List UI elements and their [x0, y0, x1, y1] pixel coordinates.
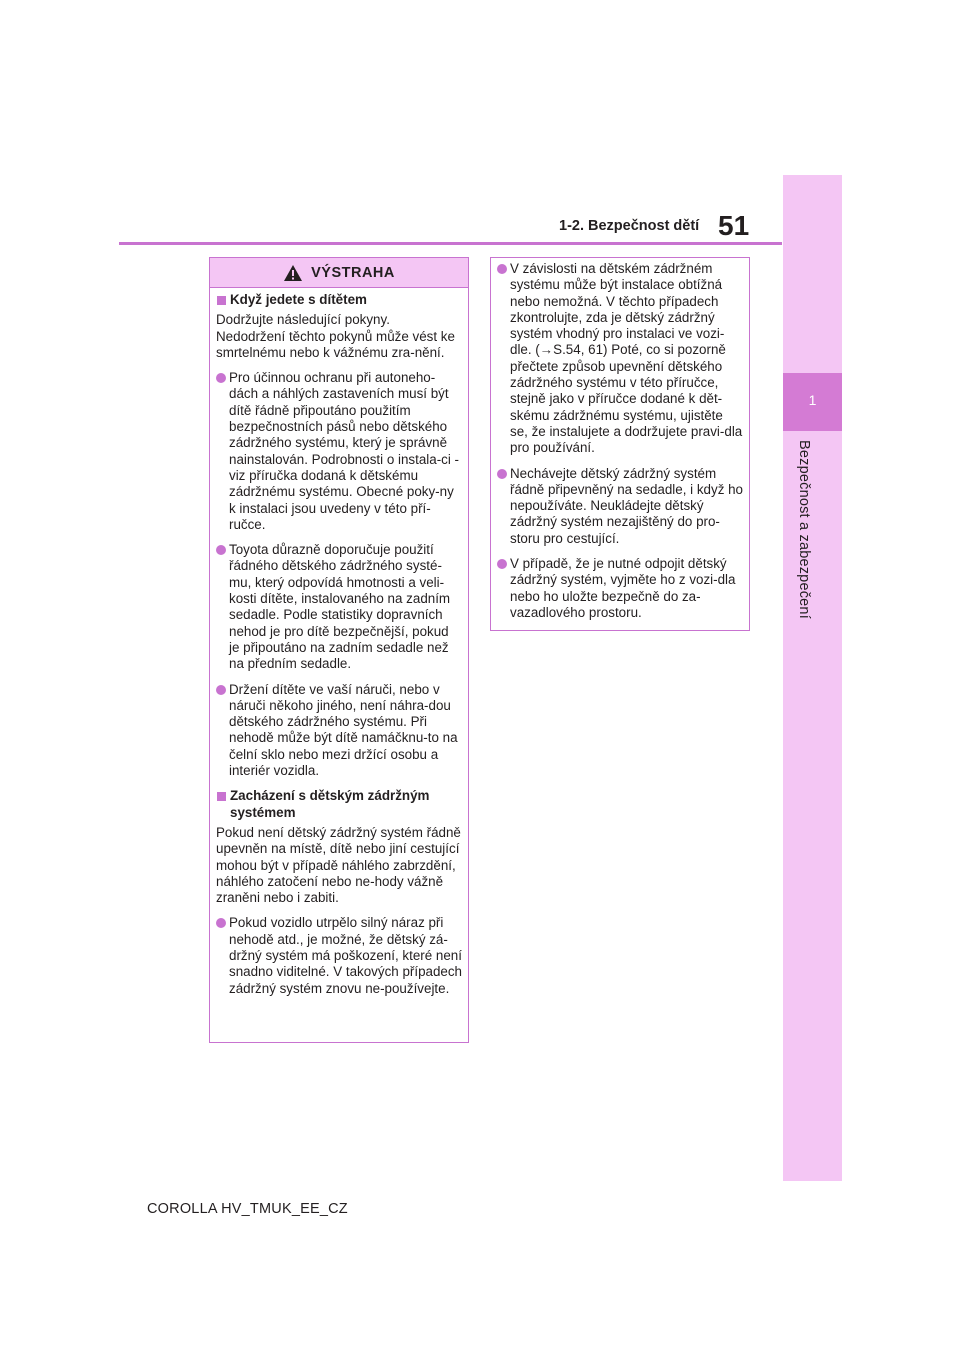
bullet-dot-icon — [497, 264, 507, 274]
list-item: Nechávejte dětský zádržný systém řádně připevněný na sedadle, i když ho nepoužíváte. Neukládejte dětský zádržný systém nezajištěný do pro-storu pro cestující. — [497, 466, 743, 547]
square-bullet-icon — [217, 792, 226, 801]
bullet-dot-icon — [216, 685, 226, 695]
bullet-dot-icon — [216, 545, 226, 555]
bullet-dot-icon — [216, 918, 226, 928]
bullet-dot-icon — [497, 559, 507, 569]
warning-body-right — [491, 258, 749, 621]
list-item: Držení dítěte ve vaší náruči, nebo v náruči někoho jiného, není náhra-dou dětského zádržného systému. Při nehodě může být dítě namáčknu-to na čelní sklo nebo mezi držící osobu a interiér vozidla. — [216, 682, 462, 780]
section-heading: Zacházení s dětským zádržným systémem — [216, 788, 462, 821]
list-item: Pokud vozidlo utrpělo silný náraz při nehodě atd., je možné, že dětský zá-držný systém má poškození, které není snadno viditelné. V takových případech zádržný systém znovu ne-používejte. — [216, 915, 462, 996]
warning-title: VÝSTRAHA — [311, 264, 395, 281]
list-item: Toyota důrazně doporučuje použití řádného dětského zádržného systé-mu, který odpovídá hmotnosti a veli-kosti dítěte, instalovaného na zadním sedadle. Podle statistiky dopravních nehod je pro dítě bezpečnější, pokud je připoutáno na zadním sedadle než na předním sedadle. — [216, 542, 462, 672]
warning-body-left — [210, 288, 468, 997]
warning-box-continued — [490, 257, 750, 631]
model-code-footer: COROLLA HV_TMUK_EE_CZ — [147, 1201, 348, 1217]
chapter-title: Bezpečnost a zabezpečení — [796, 440, 812, 619]
section-title: 1-2. Bezpečnost dětí — [559, 218, 700, 234]
bullet-dot-icon — [497, 469, 507, 479]
square-bullet-icon — [217, 296, 226, 305]
header-rule — [119, 242, 782, 245]
warning-box — [209, 257, 469, 1043]
list-item: Pro účinnou ochranu při autoneho-dách a náhlých zastaveních musí být dítě řádně připoutáno použitím bezpečnostních pásů nebo dětského zádržného systému, který je správně nainstalován. Podrobnosti o instala-ci - viz příručka dodaná k dětskému zádržnému systému. Obecné poky-ny k instalaci jsou uvedeny v této pří-ručce. — [216, 370, 462, 533]
warning-header — [210, 258, 468, 288]
bullet-dot-icon — [216, 373, 226, 383]
section-heading: Když jedete s dítětem — [216, 292, 462, 308]
section-intro: Pokud není dětský zádržný systém řádně upevněn na místě, dítě nebo jiní cestující mohou být v případě náhlého zabrzdění, náhlého zatočení nebo ne-hody vážně zraněni nebo i zabiti. — [216, 824, 461, 906]
list-item: V závislosti na dětském zádržném systému může být instalace obtížná nebo nemožná. V těchto případech zkontrolujte, zda je dětský zádržný systém vhodný pro instalaci ve vozi-dle. (→S.54, 61) Poté, co si pozorně přečtete způsob upevnění dětského zádržného systému v této příručce, stejně jako v příručce dodané k dět-skému zádržnému systému, ujistěte se, že instalujete a dodržujete pravi-dla pro používání. — [497, 261, 743, 457]
warning-triangle-icon — [283, 264, 303, 282]
page-number: 51 — [718, 210, 750, 241]
section-intro: Dodržujte následující pokyny. Nedodržení těchto pokynů může vést ke smrtelnému nebo k vážnému zra-nění. — [216, 312, 455, 360]
list-item: V případě, že je nutné odpojit dětský zádržný systém, vyjměte ho z vozi-dla nebo ho uložte bezpečně do za-vazadlového prostoru. — [497, 556, 743, 621]
chapter-side-tab — [783, 175, 842, 1181]
chapter-number: 1 — [808, 392, 817, 408]
